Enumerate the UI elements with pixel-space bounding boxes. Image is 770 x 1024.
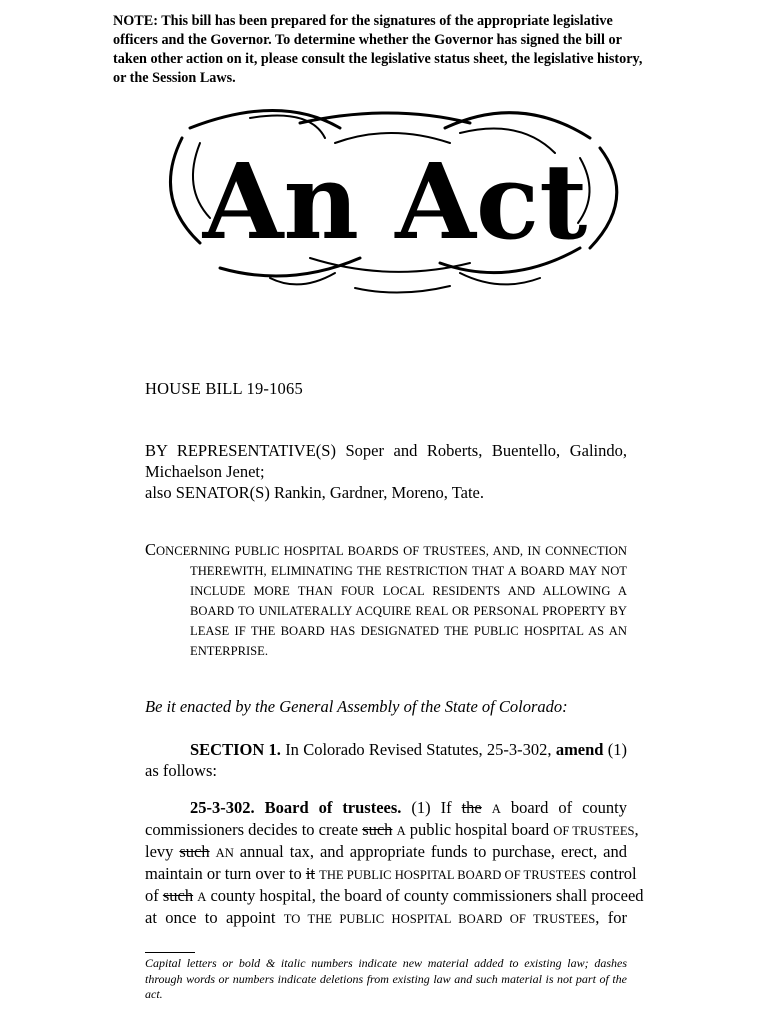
statute-heading-text: 25-3-302. — [190, 798, 255, 817]
statute-text-run: control — [585, 863, 637, 883]
footer-rule — [145, 952, 195, 953]
section-label: SECTION 1. — [190, 740, 281, 759]
statute-text-run: at once to appoint — [145, 907, 284, 927]
added-text: THE PUBLIC HOSPITAL BOARD OF TRUSTEES — [319, 867, 586, 882]
statute-line — [145, 863, 637, 886]
bill-title — [145, 540, 627, 661]
statute-text-run: public hospital board — [405, 819, 554, 839]
section-amend-keyword: amend — [555, 740, 604, 759]
deleted-text: such — [179, 841, 210, 861]
statute-text-run: commissioners decides to create — [145, 819, 363, 839]
enacting-clause: Be it enacted by the General Assembly of the State of Colorado: — [145, 697, 568, 716]
statute-text-run — [255, 798, 265, 817]
statute-text-run: (1) If — [401, 798, 462, 817]
statute-text-run: of — [145, 885, 163, 905]
added-text: AN — [215, 845, 234, 860]
statute-text-run: , — [634, 819, 639, 839]
statute-text-run: , for — [595, 907, 627, 927]
sponsors-line-3: also SENATOR(S) Rankin, Gardner, Moreno, Tate. — [145, 483, 484, 502]
sponsors-line-2: Michaelson Jenet; — [145, 462, 265, 481]
statute-line — [145, 885, 644, 908]
statute-text-run: maintain or turn over to — [145, 863, 306, 883]
deleted-text: such — [162, 885, 194, 905]
statute-line — [145, 842, 627, 864]
section-1-heading — [145, 739, 627, 781]
added-text: OF TRUSTEES — [553, 823, 635, 838]
statute-text — [145, 798, 644, 929]
statute-text-run — [482, 798, 492, 817]
statute-text-run: levy — [145, 841, 180, 861]
added-text: A — [396, 823, 406, 838]
statute-text-run: annual tax, and appropriate funds to purchase, erect, and — [233, 841, 627, 861]
section-text-b: (1) — [603, 740, 627, 759]
bill-title-line: THEREWITH, ELIMINATING THE RESTRICTION THAT A BOARD MAY NOT — [190, 563, 627, 578]
footer-note: Capital letters or bold & italic numbers indicate new material added to existing law; dashes through words or numbers indicate deletions from existing law and such material is not part of the act. — [145, 956, 627, 1001]
statute-text-run: county hospital, the board of county commissioners shall proceed — [206, 885, 644, 905]
section-1-line-2: as follows: — [145, 761, 217, 780]
deleted-text: such — [362, 819, 393, 839]
statute-line — [190, 798, 627, 820]
bill-title-line — [145, 540, 627, 562]
statute-heading-text: Board of trustees. — [264, 798, 402, 817]
statute-text-run: board of county — [500, 798, 628, 817]
bill-title-line: ENTERPRISE. — [190, 643, 269, 658]
section-1-line-1 — [145, 739, 627, 760]
bill-title-line-text: ONCERNING PUBLIC HOSPITAL BOARDS OF TRUSTEES, AND, IN CONNECTION — [156, 544, 627, 558]
bill-title-line: LEASE IF THE BOARD HAS DESIGNATED THE PUBLIC HOSPITAL AS AN — [190, 623, 627, 638]
deleted-text: it — [305, 863, 316, 883]
seal-text: An Act — [202, 140, 588, 263]
bill-number: HOUSE BILL 19-1065 — [145, 379, 303, 398]
deleted-text: the — [461, 798, 482, 817]
bill-title-line: INCLUDE MORE THAN FOUR LOCAL RESIDENTS AND ALLOWING A — [190, 583, 627, 598]
bill-title-initial: C — [145, 540, 157, 559]
section-text-a: In Colorado Revised Statutes, 25-3-302, — [280, 740, 556, 759]
statute-line — [145, 908, 627, 930]
signature-note: NOTE: This bill has been prepared for the signatures of the appropriate legislative officers and the Governor. To determine whether the Governor has signed the bill or taken other action on it, please consult the legislative status sheet, the legislative history, or the Session Laws. — [113, 13, 643, 86]
sponsors-block — [145, 440, 627, 503]
an-act-seal — [160, 98, 630, 298]
sponsors-line-1: BY REPRESENTATIVE(S) Soper and Roberts, Buentello, Galindo, — [145, 441, 627, 460]
statute-line — [145, 819, 639, 842]
added-text: A — [197, 889, 207, 904]
bill-title-line: BOARD TO UNILATERALLY ACQUIRE REAL OR PERSONAL PROPERTY BY — [190, 603, 627, 618]
added-text: A — [491, 802, 501, 816]
added-text: TO THE PUBLIC HOSPITAL BOARD OF TRUSTEES — [283, 911, 596, 926]
